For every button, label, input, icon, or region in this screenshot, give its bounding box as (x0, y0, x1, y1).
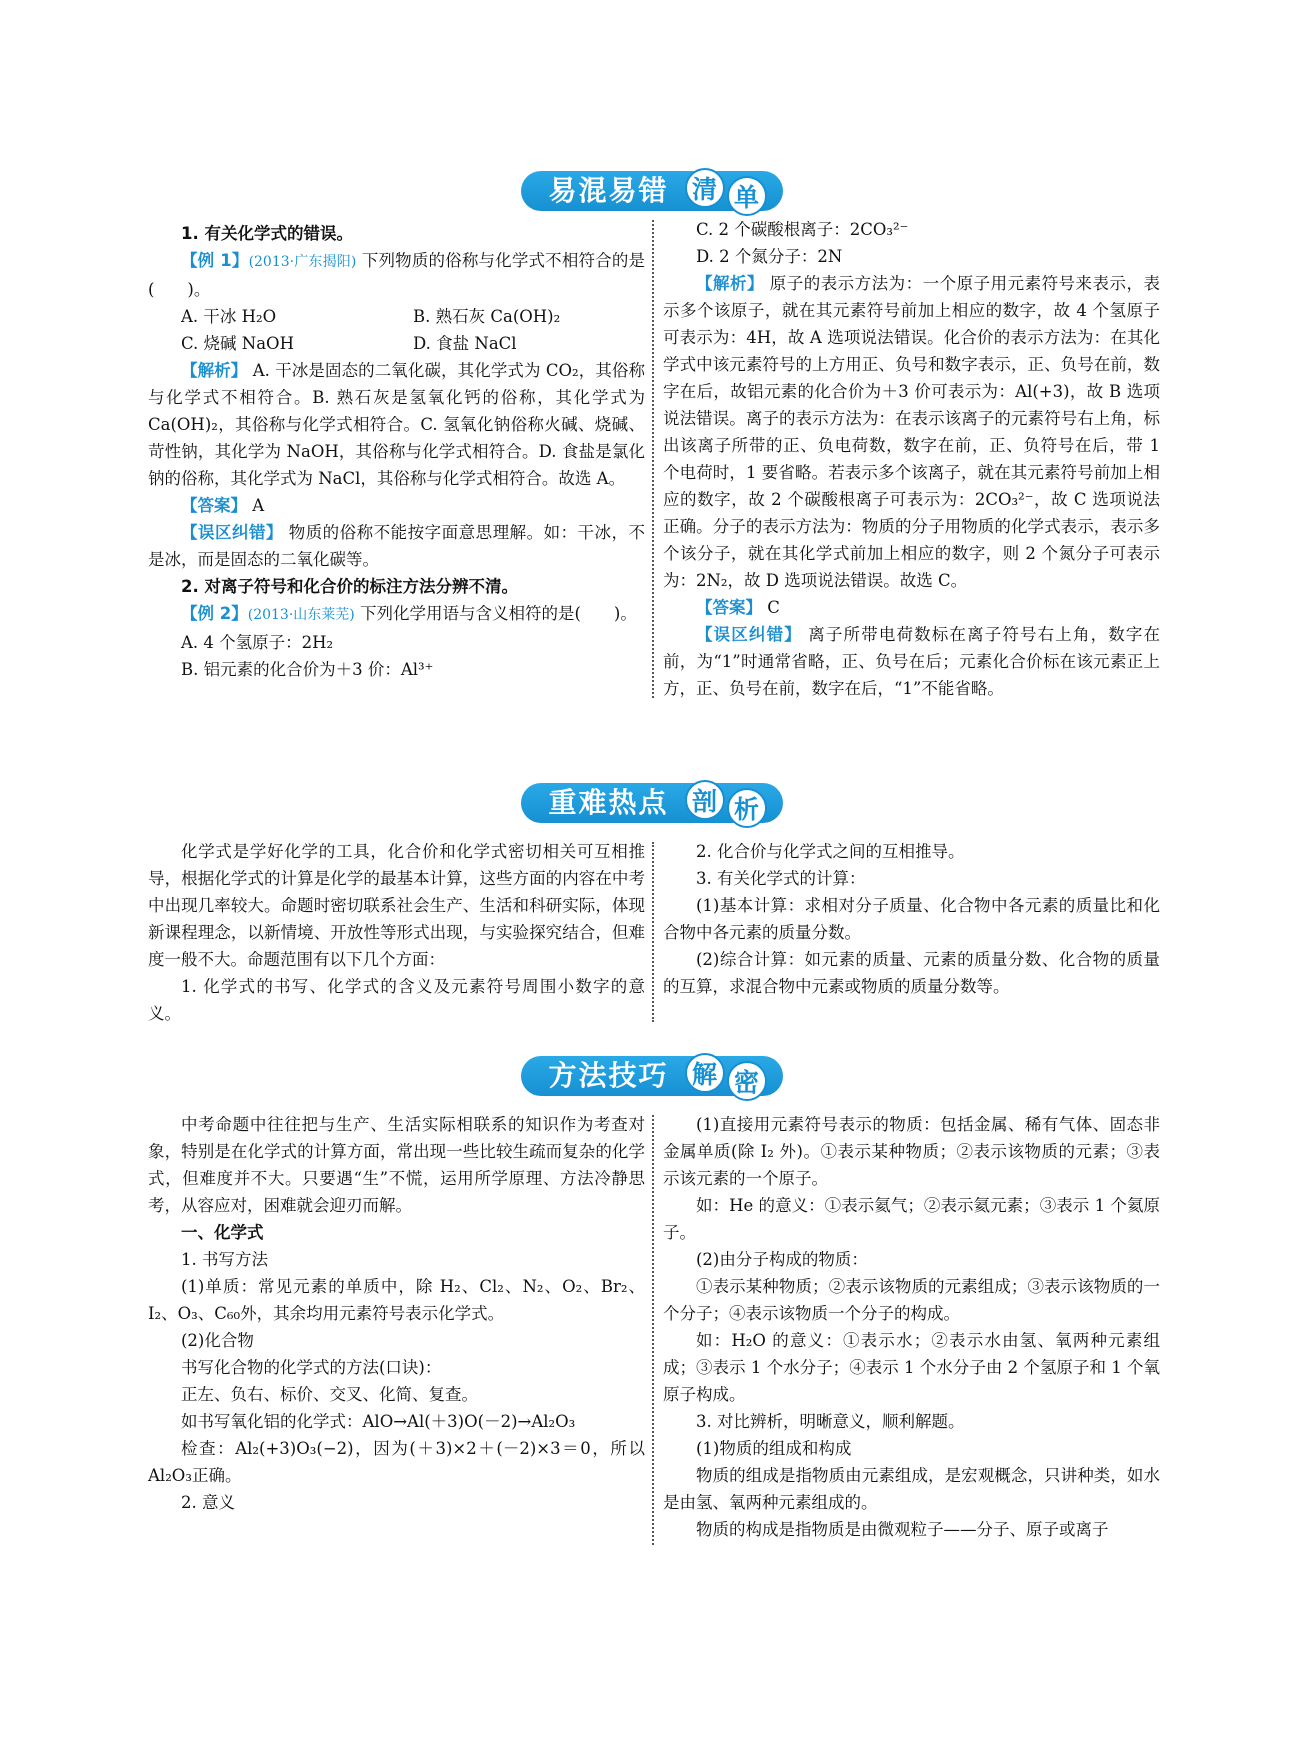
banner-bubbles (683, 171, 783, 211)
label-tag: 【误区纠错】 (181, 523, 283, 542)
labeled-paragraph (663, 621, 1160, 702)
column-divider (652, 842, 654, 1022)
paragraph-text: 下列物质的俗称与化学式不相符合的是( )。 (148, 251, 645, 299)
heading-text: 一、化学式 (181, 1223, 264, 1242)
option-row (148, 330, 645, 357)
paragraph: 书写化合物的化学式的方法(口诀)： (181, 1358, 442, 1377)
paragraph-text: A. 干冰是固态的二氧化碳，其化学式为 CO₂，其俗称与化学式不相符合。B. 熟石灰是氢氧化钙的俗称，其化学式为 Ca(OH)₂，其俗称与化学式相符合。C. 氢氧化钠俗称火碱、烧碱、苛性钠，其化学为 NaOH，其俗称与化学式相符合。D. 食盐是氯化钠的俗称，其化学式为 NaCl，其俗称与化学式相符合。故选 A。 (148, 361, 646, 488)
banner-bubbles (683, 783, 783, 823)
banner-bubbles (683, 1056, 783, 1096)
paragraph: 如：He 的意义：①表示氦气；②表示氦元素；③表示 1 个氦原子。 (663, 1196, 1160, 1242)
labeled-paragraph (148, 247, 645, 303)
paragraph: (2)由分子构成的物质： (696, 1250, 868, 1269)
label-tag: 【解析】 (181, 361, 248, 380)
banner-bubble: 剖 (685, 780, 725, 820)
paragraph: 物质的构成是指物质是由微观粒子——分子、原子或离子 (696, 1520, 1109, 1539)
option-item: B. 熟石灰 Ca(OH)₂ (413, 307, 561, 326)
paragraph: (2)综合计算：如元素的质量、元素的质量分数、化合物的质量的互算，求混合物中元素或物质的质量分数等。 (663, 950, 1160, 996)
paragraph: (1)基本计算：求相对分子质量、化合物中各元素的质量比和化合物中各元素的质量分数。 (663, 896, 1160, 942)
label-tag: 【答案】 (696, 598, 762, 617)
labeled-paragraph (663, 270, 1160, 594)
label-tag: 【例 2】 (181, 604, 248, 623)
paragraph: B. 铝元素的化合价为＋3 价：Al³⁺ (181, 660, 434, 679)
paragraph: ①表示某种物质；②表示该物质的元素组成；③表示该物质的一个分子；④表示该物质一个分子的构成。 (663, 1277, 1160, 1323)
paragraph: 检查：Al₂(+3)O₃(−2)，因为(＋3)×2＋(－2)×3＝0，所以 Al₂O₃正确。 (148, 1439, 645, 1485)
paragraph: 物质的组成是指物质由元素组成，是宏观概念，只讲种类，如水是由氢、氧两种元素组成的。 (663, 1466, 1160, 1512)
column-divider (652, 1115, 654, 1545)
source-note: (2013·广东揭阳) (248, 254, 357, 270)
paragraph: 正左、负右、标价、交叉、化简、复查。 (181, 1385, 478, 1404)
paragraph-text: 物质的俗称不能按字面意思理解。如：干冰，不是冰，而是固态的二氧化碳等。 (148, 523, 646, 569)
left-column (148, 220, 645, 683)
paragraph-text: A (252, 496, 265, 515)
option-item: A. 干冰 H₂O (181, 307, 277, 326)
paragraph-text: 下列化学用语与含义相符的是( )。 (360, 604, 637, 623)
banner-title: 方法技巧 (520, 1056, 682, 1096)
paragraph: (1)单质：常见元素的单质中，除 H₂、Cl₂、N₂、O₂、Br₂、I₂、O₃、C₆₀外，其余均用元素符号表示化学式。 (148, 1277, 645, 1323)
labeled-paragraph (663, 594, 1160, 621)
paragraph: D. 2 个氮分子：2N (696, 247, 843, 266)
label-tag: 【答案】 (181, 496, 247, 515)
label-tag: 【例 1】 (181, 251, 249, 270)
paragraph: 如：H₂O 的意义：①表示水；②表示水由氢、氧两种元素组成；③表示 1 个水分子；④表示 1 个水分子由 2 个氢原子和 1 个氧原子构成。 (663, 1331, 1160, 1404)
section-banner (520, 780, 782, 826)
banner-bubble: 密 (727, 1061, 767, 1101)
section-banner (520, 1053, 782, 1099)
heading-line (148, 573, 645, 600)
heading-line (148, 1219, 645, 1246)
banner-bubble: 解 (685, 1053, 725, 1093)
right-column (663, 838, 1160, 1000)
section-banner (520, 168, 782, 214)
banner-bubble: 清 (685, 168, 725, 208)
paragraph: (1)物质的组成和构成 (696, 1439, 852, 1458)
banner-bubble: 单 (727, 176, 767, 216)
banner-title: 易混易错 (520, 171, 682, 211)
paragraph-text: C (767, 598, 780, 617)
option-item: D. 食盐 NaCl (413, 334, 517, 353)
heading-line (148, 220, 645, 247)
left-column (148, 838, 645, 1027)
paragraph: (2)化合物 (181, 1331, 254, 1350)
column-divider (652, 220, 654, 698)
banner-bubble: 析 (727, 788, 767, 828)
banner-title: 重难热点 (520, 783, 682, 823)
left-column (148, 1111, 645, 1516)
paragraph: 1. 书写方法 (181, 1250, 268, 1269)
paragraph: A. 4 个氢原子：2H₂ (181, 633, 334, 652)
label-tag: 【解析】 (696, 274, 764, 293)
paragraph: 3. 对比辨析，明晰意义，顺利解题。 (696, 1412, 965, 1431)
labeled-paragraph (148, 357, 645, 492)
labeled-paragraph (148, 492, 645, 519)
paragraph: 2. 化合价与化学式之间的互相推导。 (696, 842, 965, 861)
right-column (663, 216, 1160, 702)
right-column (663, 1111, 1160, 1543)
paragraph: 1. 化学式的书写、化学式的含义及元素符号周围小数字的意义。 (148, 977, 645, 1023)
paragraph: 中考命题中往往把与生产、生活实际相联系的知识作为考查对象，特别是在化学式的计算方面，常出现一些比较生疏而复杂的化学式，但难度并不大。只要遇“生”不慌，运用所学原理、方法冷静思考，从容应对，困难就会迎刃而解。 (148, 1115, 645, 1215)
paragraph: 化学式是学好化学的工具，化合价和化学式密切相关可互相推导，根据化学式的计算是化学的最基本计算，这些方面的内容在中考中出现几率较大。命题时密切联系社会生产、生活和科研实际，体现新课程理念，以新情境、开放性等形式出现，与实验探究结合，但难度一般不大。命题范围有以下几个方面： (148, 842, 645, 969)
paragraph: 2. 意义 (181, 1493, 235, 1512)
paragraph: 3. 有关化学式的计算： (696, 869, 866, 888)
label-tag: 【误区纠错】 (696, 625, 802, 644)
paragraph-text: 原子的表示方法为：一个原子用元素符号来表示，表示多个该原子，就在其元素符号前加上相应的数字，故 4 个氢原子可表示为：4H，故 A 选项说法错误。化合价的表示方法为：在其化学式中该元素符号的上方用正、负号和数字表示，正、负号在前，数字在后，故铝元素的化合价为＋3 价可表示为：Al(+3)，故 B 选项说法错误。离子的表示方法为：在表示该离子的元素符号右上角，标出该离子所带的正、负电荷数，数字在前，正、负符号在后，带 1 个电荷时，1 要省略。若表示多个该离子，就在其元素符号前加上相应的数字，故 2 个碳酸根离子可表示为：2CO₃²⁻，故 C 选项说法正确。分子的表示方法为：物质的分子用物质的化学式表示，表示多个该分子，就在其化学式前加上相应的数字，则 2 个氮分子可表示为：2N₂，故 D 选项说法错误。故选 C。 (663, 274, 1161, 590)
paragraph: (1)直接用元素符号表示的物质：包括金属、稀有气体、固态非金属单质(除 I₂ 外)。①表示某种物质；②表示该物质的元素；③表示该元素的一个原子。 (663, 1115, 1160, 1188)
paragraph: 如书写氧化铝的化学式：AlO→Al(＋3)O(－2)→Al₂O₃ (181, 1412, 576, 1431)
source-note: (2013·山东莱芜) (247, 607, 355, 623)
labeled-paragraph (148, 600, 645, 629)
option-row (148, 303, 645, 330)
labeled-paragraph (148, 519, 645, 573)
heading-text: 1. 有关化学式的错误。 (181, 224, 353, 243)
paragraph: C. 2 个碳酸根离子：2CO₃²⁻ (696, 220, 909, 239)
paragraph-text: 离子所带电荷数标在离子符号右上角，数字在前，为“1”时通常省略，正、负号在后；元素化合价标在该元素正上方，正、负号在前，数字在后，“1”不能省略。 (663, 625, 1161, 698)
option-item: C. 烧碱 NaOH (181, 334, 294, 353)
heading-text: 2. 对离子符号和化合价的标注方法分辨不清。 (181, 577, 518, 596)
